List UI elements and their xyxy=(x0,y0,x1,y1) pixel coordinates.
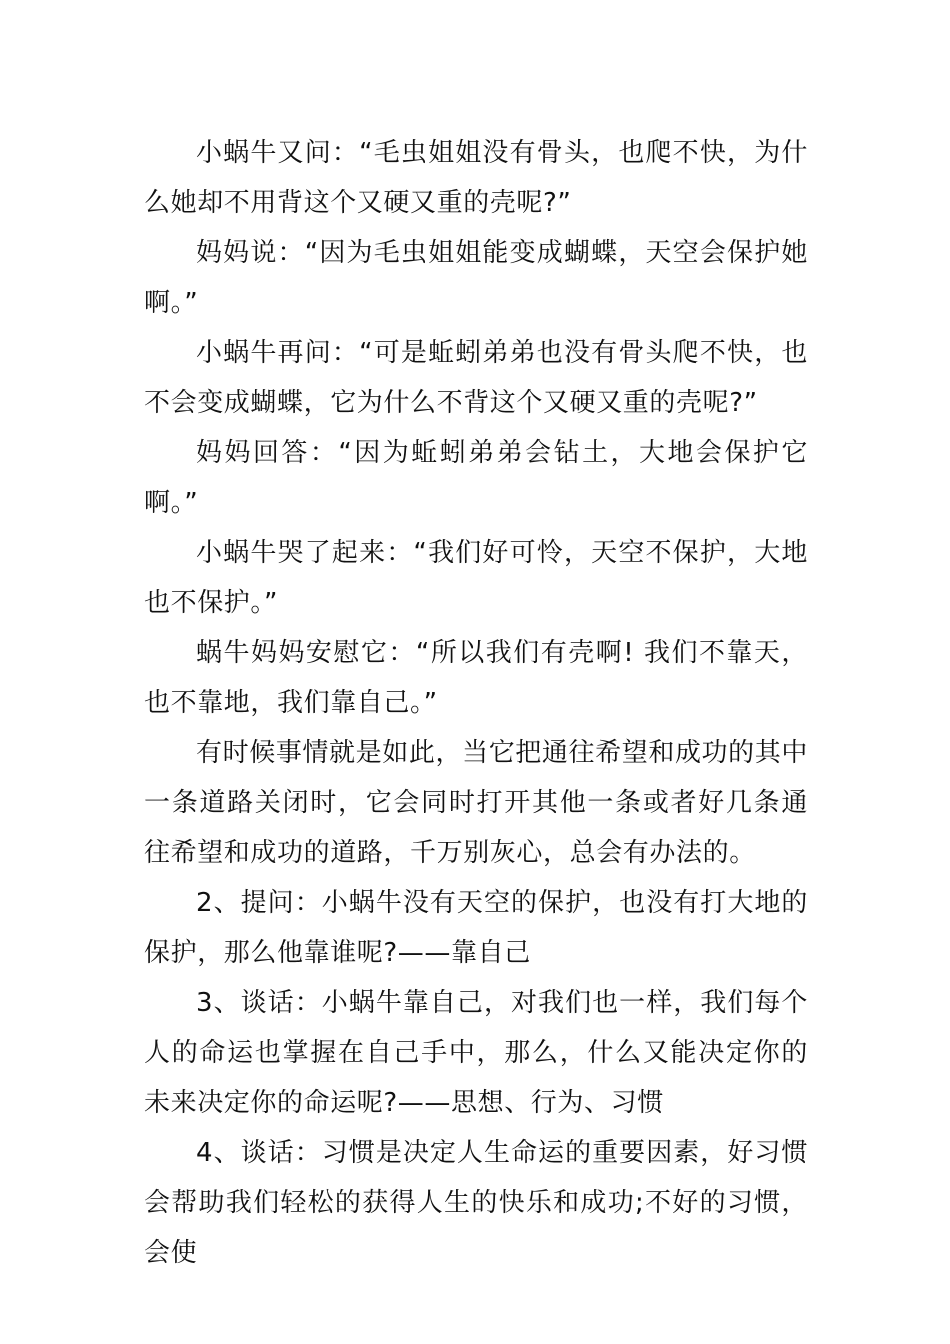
paragraph: 3、谈话：小蜗牛靠自己，对我们也一样，我们每个人的命运也掌握在自己手中，那么，什么又能决定你的未来决定你的命运呢?——思想、行为、习惯 xyxy=(144,988,808,1118)
document-body xyxy=(144,128,808,1278)
paragraph: 小蜗牛再问：“可是蚯蚓弟弟也没有骨头爬不快，也不会变成蝴蝶，它为什么不背这个又硬又重的壳呢?” xyxy=(144,338,808,418)
paragraph: 小蜗牛哭了起来：“我们好可怜，天空不保护，大地也不保护。” xyxy=(144,538,808,618)
paragraph: 2、提问：小蜗牛没有天空的保护，也没有打大地的保护，那么他靠谁呢?——靠自己 xyxy=(144,888,808,968)
paragraph: 蜗牛妈妈安慰它：“所以我们有壳啊! 我们不靠天，也不靠地，我们靠自己。” xyxy=(144,638,808,718)
paragraph: 小蜗牛又问：“毛虫姐姐没有骨头，也爬不快，为什么她却不用背这个又硬又重的壳呢?” xyxy=(144,138,808,218)
paragraph: 有时候事情就是如此，当它把通往希望和成功的其中一条道路关闭时，它会同时打开其他一条或者好几条通往希望和成功的道路，千万别灰心，总会有办法的。 xyxy=(144,738,808,868)
paragraph: 4、谈话：习惯是决定人生命运的重要因素，好习惯会帮助我们轻松的获得人生的快乐和成功;不好的习惯，会使 xyxy=(144,1138,808,1268)
paragraph: 妈妈回答：“因为蚯蚓弟弟会钻土，大地会保护它啊。” xyxy=(144,438,808,518)
paragraph: 妈妈说：“因为毛虫姐姐能变成蝴蝶，天空会保护她啊。” xyxy=(144,238,808,318)
